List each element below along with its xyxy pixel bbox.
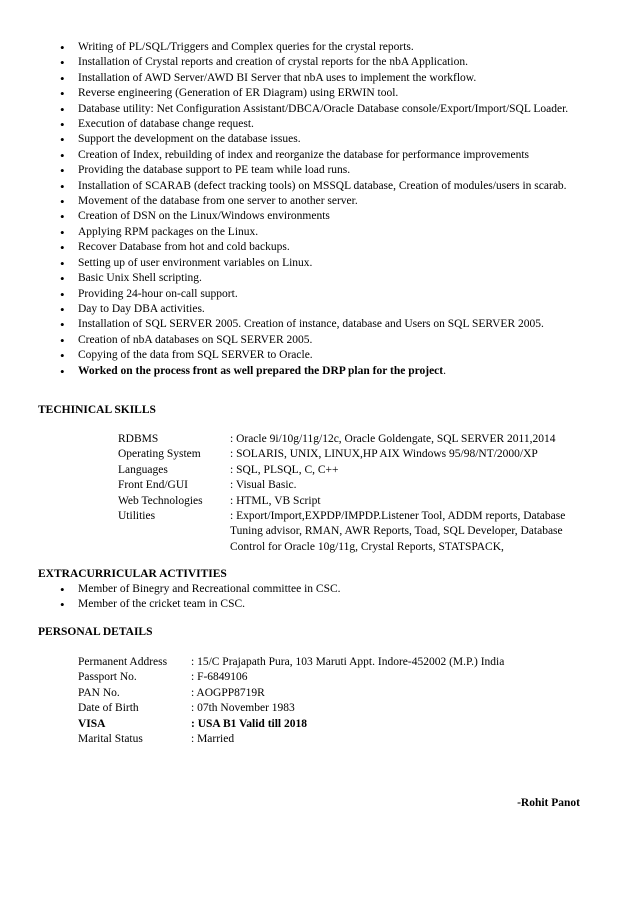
detail-value: : 15/C Prajapath Pura, 103 Maruti Appt. Indore-452002 (M.P.) India [191,656,505,668]
list-item: • Member of the cricket team in CSC. [60,597,620,612]
skill-value: : Oracle 9i/10g/11g/12c, Oracle Goldengate, SQL SERVER 2011,2014 [230,433,556,445]
detail-label: Passport No. [78,671,137,684]
extracurricular-heading: EXTRACURRICULAR ACTIVITIES [38,568,227,580]
list-item: • Basic Unix Shell scripting. [60,271,620,286]
responsibilities-list [60,40,620,379]
period-text: . [443,364,446,377]
list-item: • Database utility: Net Configuration Assistant/DBCA/Oracle Database console/Export/Import/SQL Loader. [60,102,620,117]
list-item: • Execution of database change request. [60,117,620,132]
utilities-continuation: Tuning advisor, RMAN, AWR Reports, Toad, SQL Developer, Database [230,525,563,538]
signature-name: -Rohit Panot [517,797,580,809]
detail-value: : USA B1 Valid till 2018 [191,717,307,730]
list-item-last [60,364,620,379]
technical-skills-heading: TECHINICAL SKILLS [38,404,156,416]
detail-value: : F-6849106 [191,671,248,684]
skill-value: : SQL, PLSQL, C, C++ [230,463,339,476]
list-item: • Installation of SCARAB (defect tracking tools) on MSSQL database, Creation of modules/users in scarab. [60,179,620,194]
list-item: • Reverse engineering (Generation of ER Diagram) using ERWIN tool. [60,86,620,101]
detail-label: Date of Birth [78,702,139,715]
skill-label: Operating System [118,448,201,461]
detail-label: PAN No. [78,686,120,699]
list-item: • Installation of Crystal reports and creation of crystal reports for the nbA Application. [60,55,620,70]
list-item: • Setting up of user environment variables on Linux. [60,256,620,271]
list-item: • Providing the database support to PE team while load runs. [60,163,620,178]
skill-value: : SOLARIS, UNIX, LINUX,HP AIX Windows 95/98/NT/2000/XP [230,448,538,461]
skill-label: RDBMS [118,433,159,445]
detail-label: VISA [78,717,106,730]
list-item: • Creation of nbA databases on SQL SERVER 2005. [60,333,620,348]
skill-label: Front End/GUI [118,479,188,492]
list-item: • Day to Day DBA activities. [60,302,620,317]
drp-plan-text: Worked on the process front as well prepared the DRP plan for the project [78,364,444,377]
detail-label: Permanent Address [78,656,168,668]
list-item: • Recover Database from hot and cold backups. [60,240,620,255]
utilities-continuation: Control for Oracle 10g/11g, Crystal Reports, STATSPACK, [230,540,504,553]
list-item: • Installation of SQL SERVER 2005. Creation of instance, database and Users on SQL SERVER 2005. [60,317,620,332]
detail-value: : AOGPP8719R [191,686,265,699]
list-item: • Creation of DSN on the Linux/Windows environments [60,209,620,224]
list-item: • Writing of PL/SQL/Triggers and Complex queries for the crystal reports. [60,40,620,55]
skill-label: Languages [118,463,168,476]
detail-label: Marital Status [78,733,143,745]
list-item: • Applying RPM packages on the Linux. [60,225,620,240]
personal-details-heading: PERSONAL DETAILS [38,626,153,638]
skill-label: Web Technologies [118,494,203,507]
list-item: • Copying of the data from SQL SERVER to Oracle. [60,348,620,363]
detail-value: : 07th November 1983 [191,702,295,715]
extracurricular-list [60,582,620,613]
list-item: • Installation of AWD Server/AWD BI Server that nbA uses to implement the workflow. [60,71,620,86]
skill-label: Utilities [118,510,156,522]
detail-value: : Married [191,733,235,745]
list-item: • Movement of the database from one server to another server. [60,194,620,209]
skill-value: : Export/Import,EXPDP/IMPDP.Listener Tool, ADDM reports, Database [230,510,566,522]
skill-value: : Visual Basic. [230,479,297,492]
skill-value: : HTML, VB Script [230,494,321,507]
list-item: • Member of Binegry and Recreational committee in CSC. [60,582,620,597]
list-item: • Creation of Index, rebuilding of index and reorganize the database for performance improvements [60,148,620,163]
list-item: • Providing 24-hour on-call support. [60,287,620,302]
list-item: • Support the development on the database issues. [60,132,620,147]
